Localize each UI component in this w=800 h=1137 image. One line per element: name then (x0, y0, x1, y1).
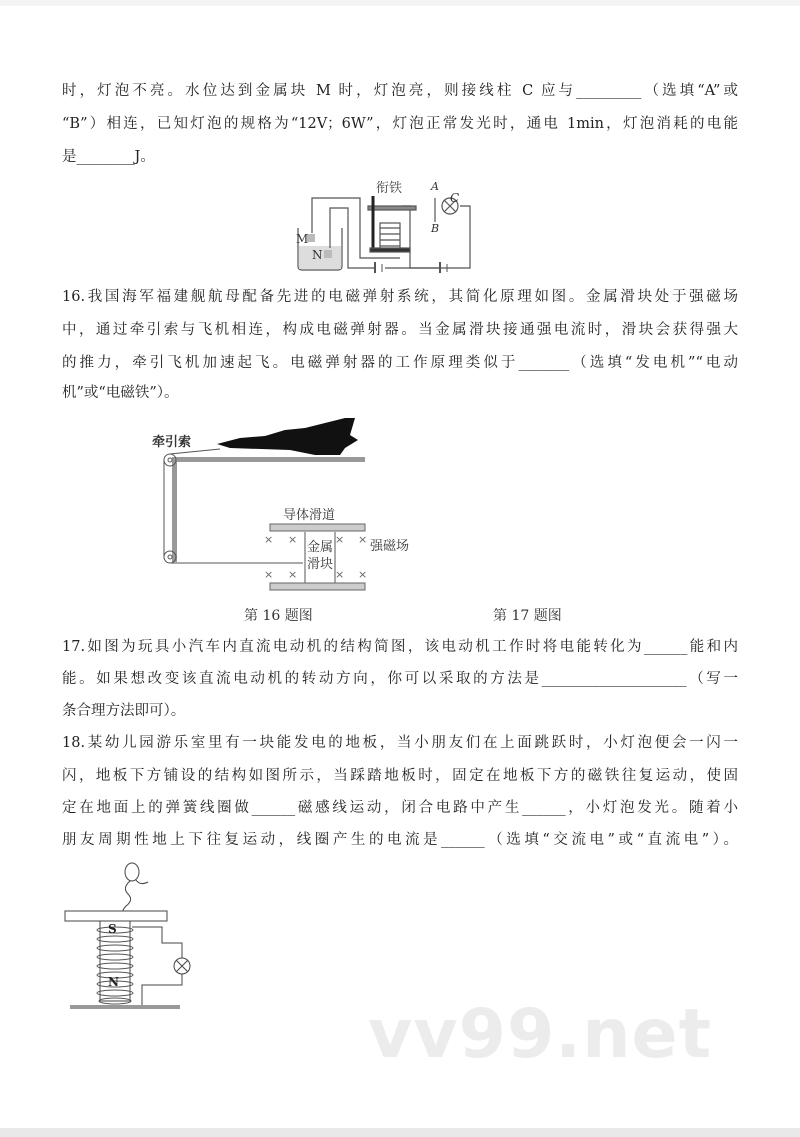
q15-line: “B”）相连，已知灯泡的规格为“12V；6W”，灯泡正常发光时，通电 1min，灯泡消耗的电能 (62, 116, 738, 132)
slider-label-2: 滑块 (307, 557, 334, 572)
bottom-edge (0, 1128, 800, 1137)
slider-label-1: 金属 (307, 540, 334, 555)
svg-text:×: × (288, 568, 298, 581)
airplane-icon (217, 418, 358, 455)
terminal-c-label: C (450, 191, 460, 205)
q16-line: 16.我国海军福建舰航母配备先进的电磁弹射系统，其简化原理如图。金属滑块处于强磁场 (62, 289, 738, 305)
magnet-s-label: S (108, 922, 117, 936)
q16-line: 机”或“电磁铁”）。 (62, 385, 179, 401)
watermark: vv99.net (368, 995, 713, 1074)
block-n-label: N (312, 248, 323, 262)
block-m-label: M (296, 232, 309, 246)
magnet-n-label: N (108, 975, 119, 989)
q17-line: 17.如图为玩具小汽车内直流电动机的结构简图，该电动机工作时将电能转化为______能和内 (62, 639, 738, 655)
top-edge (0, 0, 800, 6)
rail-label: 导体滑道 (283, 508, 336, 523)
svg-text:×: × (288, 533, 298, 546)
q17-line: 条合理方法即可）。 (62, 703, 186, 719)
figure-17-caption: 第 17 题图 (493, 608, 562, 624)
q17-line: 能。如果想改变该直流电动机的转动方向，你可以采取的方法是____________________（写一 (62, 671, 738, 687)
svg-text:×: × (358, 568, 368, 581)
q18-line: 闪，地板下方铺设的结构如图所示，当踩踏地板时，固定在地板下方的磁铁往复运动，使固 (62, 768, 738, 784)
q18-line: 定在地面上的弹簧线圈做______磁感线运动，闭合电路中产生______，小灯泡发光。随着小 (62, 800, 738, 816)
armature-label: 衔铁 (376, 181, 403, 196)
q15-line: 时，灯泡不亮。水位达到金属块 M 时，灯泡亮，则接线柱 C 应与_________（选填“A”或 (62, 83, 738, 99)
svg-text:×: × (264, 568, 274, 581)
figure-16-caption: 第 16 题图 (244, 608, 313, 624)
q18-floor-generator-figure (60, 860, 210, 1015)
q15-circuit-figure (290, 178, 500, 273)
svg-text:×: × (335, 533, 345, 546)
svg-text:×: × (335, 568, 345, 581)
q16-catapult-figure (140, 410, 440, 595)
q18-line: 朋友周期性地上下往复运动，线圈产生的电流是______（选填“交流电”或“直流电”）。 (62, 832, 738, 848)
svg-text:×: × (264, 533, 274, 546)
terminal-b-label: B (431, 222, 440, 235)
q16-line: 的推力，牵引飞机加速起飞。电磁弹射器的工作原理类似于_______（选填“发电机”“电动 (62, 355, 738, 371)
field-label: 强磁场 (370, 539, 410, 554)
cable-label: 牵引索 (152, 435, 192, 450)
q18-line: 18.某幼儿园游乐室里有一块能发电的地板，当小朋友们在上面跳跃时，小灯泡便会一闪一 (62, 735, 738, 751)
terminal-a-label: A (431, 180, 439, 193)
q15-line: 是________J。 (62, 149, 155, 165)
q16-line: 中，通过牵引索与飞机相连，构成电磁弹射器。当金属滑块接通强电流时，滑块会获得强大 (62, 322, 738, 338)
svg-text:×: × (358, 533, 368, 546)
